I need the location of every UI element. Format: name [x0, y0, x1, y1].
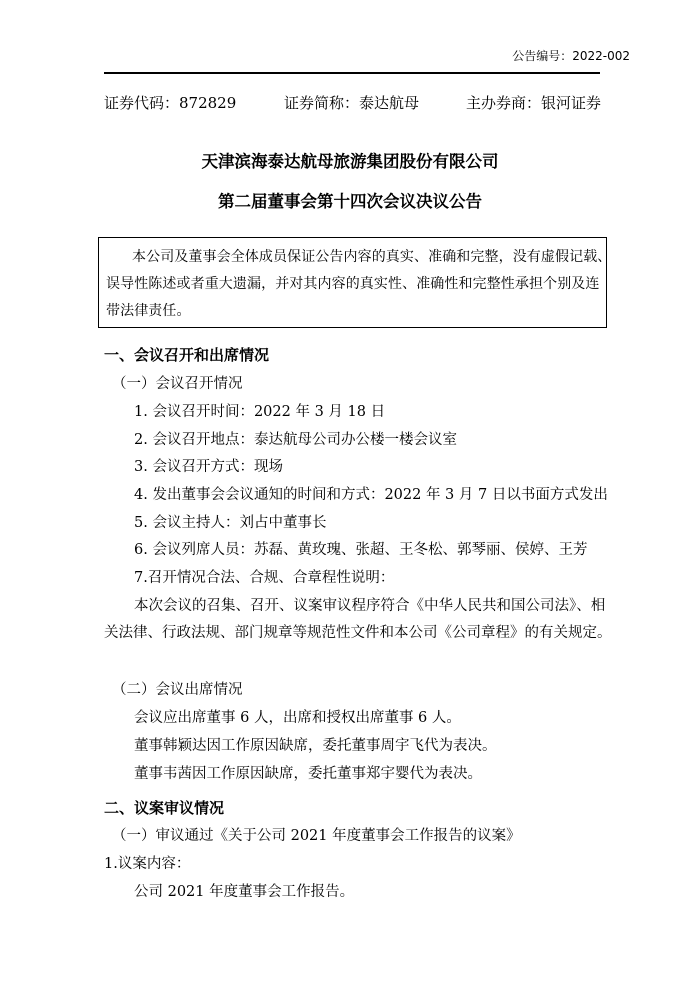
header-divider	[104, 72, 600, 74]
disclaimer-line: 本公司及董事会全体成员保证公告内容的真实、准确和完整，没有虚假记载、	[132, 249, 612, 265]
attendance-line: 会议应出席董事 6 人，出席和授权出席董事 6 人。	[134, 710, 461, 726]
list-item: 4. 发出董事会会议通知的时间和方式：2022 年 3 月 7 日以书面方式发出	[134, 487, 608, 503]
list-item: 3. 会议召开方式：现场	[134, 459, 283, 475]
subsection-heading: （二）会议出席情况	[112, 682, 243, 698]
compliance-paragraph-line: 关法律、行政法规、部门规章等规范性文件和本公司《公司章程》的有关规定。	[104, 625, 612, 641]
subsection-heading: （一）会议召开情况	[112, 376, 243, 392]
disclaimer-line: 带法律责任。	[106, 303, 191, 319]
company-name-title: 天津滨海泰达航母旅游集团股份有限公司	[201, 152, 499, 171]
securities-code: 证券代码：872829	[104, 94, 237, 112]
notice-number: 公告编号：2022-002	[512, 49, 630, 63]
list-item: 5. 会议主持人：刘占中董事长	[134, 515, 327, 531]
list-item: 2. 会议召开地点：泰达航母公司办公楼一楼会议室	[134, 432, 457, 448]
subsection-heading: （一）审议通过《关于公司 2021 年度董事会工作报告的议案》	[112, 828, 521, 844]
attendance-line: 董事韩颖达因工作原因缺席，委托董事周宇飞代为表决。	[134, 738, 497, 754]
proposal-content-text: 公司 2021 年度董事会工作报告。	[134, 884, 355, 900]
compliance-paragraph-line: 本次会议的召集、召开、议案审议程序符合《中华人民共和国公司法》、相	[134, 598, 606, 614]
list-item: 1. 会议召开时间：2022 年 3 月 18 日	[134, 404, 386, 420]
proposal-content-label: 1.议案内容：	[104, 856, 191, 872]
section-heading: 二、议案审议情况	[104, 799, 225, 817]
list-item: 6. 会议列席人员：苏磊、黄玫瑰、张超、王冬松、郭琴丽、侯婷、王芳	[134, 542, 588, 558]
sponsor-broker: 主办券商：银河证券	[466, 94, 602, 112]
section-heading: 一、会议召开和出席情况	[104, 346, 270, 364]
attendance-line: 董事韦茜因工作原因缺席，委托董事郑宇婴代为表决。	[134, 766, 482, 782]
list-item: 7.召开情况合法、合规、合章程性说明：	[134, 570, 395, 586]
announcement-title: 第二届董事会第十四次会议决议公告	[218, 192, 482, 211]
securities-abbreviation: 证券简称：泰达航母	[284, 94, 420, 112]
disclaimer-line: 误导性陈述或者重大遗漏，并对其内容的真实性、准确性和完整性承担个别及连	[106, 276, 600, 292]
